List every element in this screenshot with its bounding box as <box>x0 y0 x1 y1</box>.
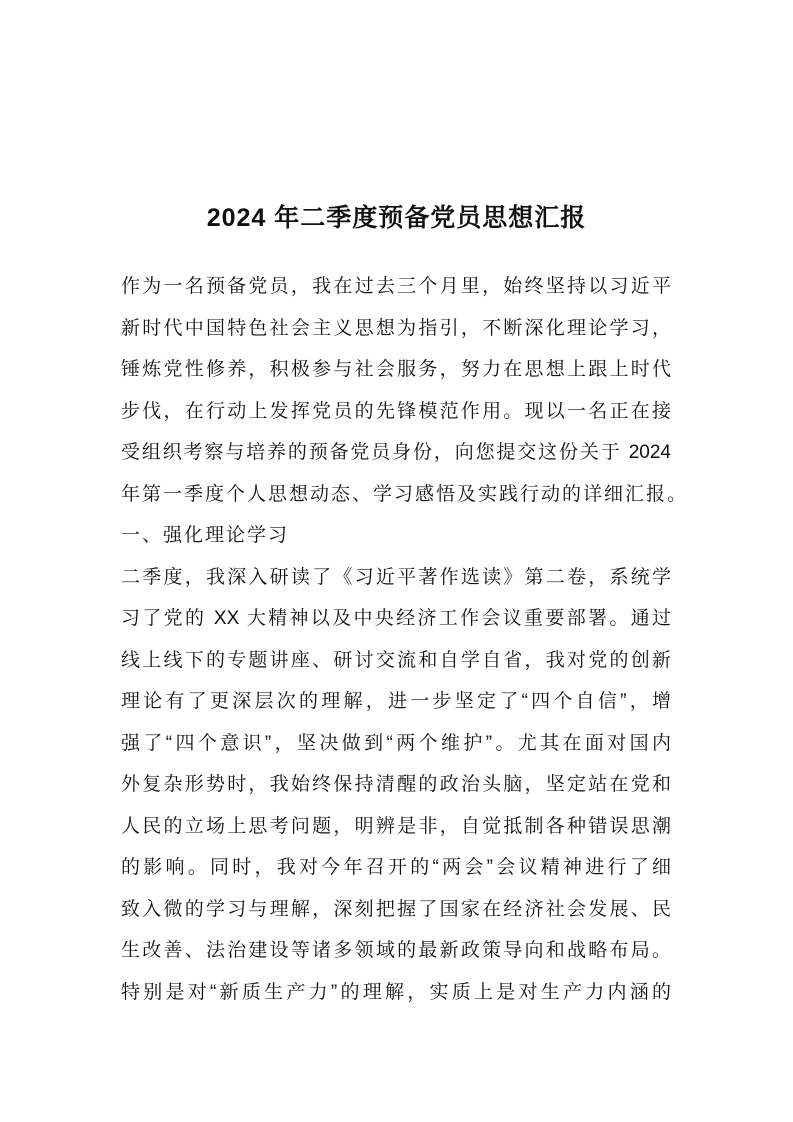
text-line: 步伐，在行动上发挥党员的先锋模范作用。现以一名正在接 <box>121 400 671 422</box>
paragraph-theory-study <box>121 557 671 1014</box>
text-line: 年第一季度个人思想动态、学习感悟及实践行动的详细汇报。 <box>121 483 689 505</box>
text-line: 新时代中国特色社会主义思想为指引，不断深化理论学习， <box>121 317 671 339</box>
text-line: 锤炼党性修养，积极参与社会服务，努力在思想上跟上时代 <box>121 359 671 380</box>
text-line: 线上线下的专题讲座、研讨交流和自学自省，我对党的创新 <box>121 649 671 671</box>
text-line: 生改善、法治建设等诸多领域的最新政策导向和战略布局。 <box>121 940 671 961</box>
text-line: 特别是对“新质生产力”的理解，实质上是对生产力内涵的 <box>121 981 671 1003</box>
text-line: 二季度，我深入研读了《习近平著作选读》第二卷，系统学 <box>121 566 671 588</box>
text-line: 作为一名预备党员，我在过去三个月里，始终坚持以习近平 <box>121 276 671 297</box>
text-line: 理论有了更深层次的理解，进一步坚定了“四个自信”，增 <box>121 691 671 712</box>
section-heading: 一、强化理论学习 <box>121 525 290 546</box>
text-line: 致入微的学习与理解，深刻把握了国家在经济社会发展、民 <box>121 898 671 920</box>
document-title: 2024 年二季度预备党员思想汇报 <box>206 204 587 232</box>
paragraph-intro <box>121 266 689 515</box>
text-line: 强了“四个意识”，坚决做到“两个维护”。尤其在面对国内 <box>121 732 671 754</box>
text-line: 受组织考察与培养的预备党员身份，向您提交这份关于 2024 <box>121 442 671 463</box>
text-line: 外复杂形势时，我始终保持清醒的政治头脑，坚定站在党和 <box>121 774 671 795</box>
document-body <box>121 266 689 1013</box>
text-line: 人民的立场上思考问题，明辨是非，自觉抵制各种错误思潮 <box>121 815 671 837</box>
text-line: 的影响。同时，我对今年召开的“两会”会议精神进行了细 <box>121 857 671 878</box>
text-line: 习了党的 XX 大精神以及中央经济工作会议重要部署。通过 <box>121 608 671 629</box>
